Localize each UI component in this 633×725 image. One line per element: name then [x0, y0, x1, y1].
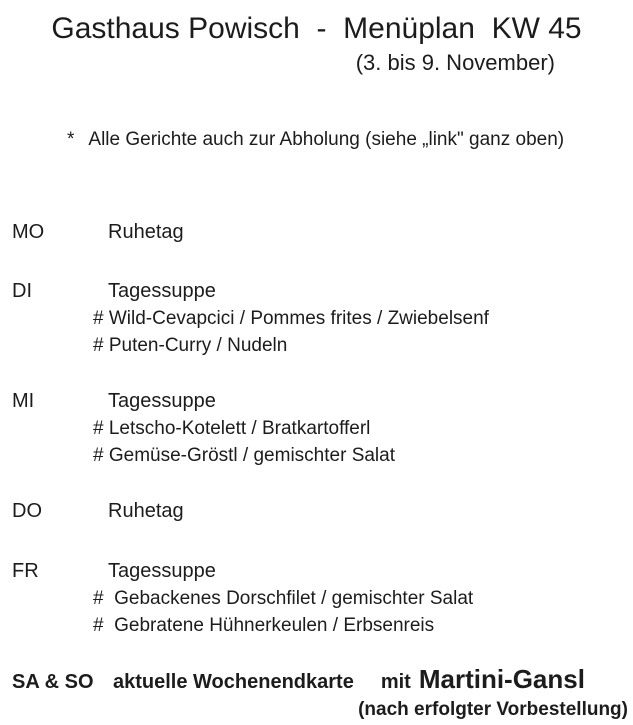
day-line [0, 498, 633, 525]
day-section-mo [0, 219, 633, 246]
day-label-fr: FR [12, 560, 39, 582]
weekend-highlight: Martini-Gansl [418, 664, 585, 694]
preorder-footnote: (nach erfolgter Vorbestellung) [358, 699, 628, 720]
weekend-card-text: aktuelle Wochenendkarte [113, 671, 354, 693]
day-heading-fr: Tagessuppe [108, 560, 216, 582]
day-section-di [0, 278, 633, 359]
day-section-mi [0, 388, 633, 469]
pickup-note-text: Alle Gerichte auch zur Abholung (siehe „link" ganz oben) [88, 129, 565, 150]
day-heading-mi: Tagessuppe [108, 390, 216, 412]
day-section-fr [0, 558, 633, 639]
day-label-di: DI [12, 280, 32, 302]
dish-line: # Gemüse-Gröstl / gemischter Salat [93, 445, 395, 466]
dish-line: # Gebackenes Dorschfilet / gemischter Salat [93, 588, 474, 609]
day-label-mi: MI [12, 390, 35, 412]
day-label-sa-so: SA & SO [12, 671, 94, 693]
day-heading-di: Tagessuppe [108, 280, 216, 302]
day-line [0, 558, 633, 585]
page-title: Gasthaus Powisch - Menüplan KW 45 [51, 12, 582, 45]
day-section-do [0, 498, 633, 525]
page-subtitle: (3. bis 9. November) [355, 50, 555, 75]
weekend-section [0, 663, 633, 698]
dish-line: # Wild-Cevapcici / Pommes frites / Zwiebelsenf [93, 308, 489, 329]
dish-line: # Letscho-Kotelett / Bratkartofferl [93, 418, 371, 439]
day-label-do: DO [12, 500, 42, 522]
day-label-mo: MO [12, 221, 45, 243]
asterisk-marker: * [67, 129, 75, 150]
dish-line: # Puten-Curry / Nudeln [93, 335, 288, 356]
weekend-highlight-prefix: mit [380, 671, 411, 693]
day-line [0, 388, 633, 415]
day-heading-mo: Ruhetag [108, 221, 184, 243]
day-line [0, 219, 633, 246]
pickup-note [0, 128, 633, 152]
day-heading-do: Ruhetag [108, 500, 184, 522]
day-line [0, 278, 633, 305]
dish-line: # Gebratene Hühnerkeulen / Erbsenreis [93, 615, 435, 636]
